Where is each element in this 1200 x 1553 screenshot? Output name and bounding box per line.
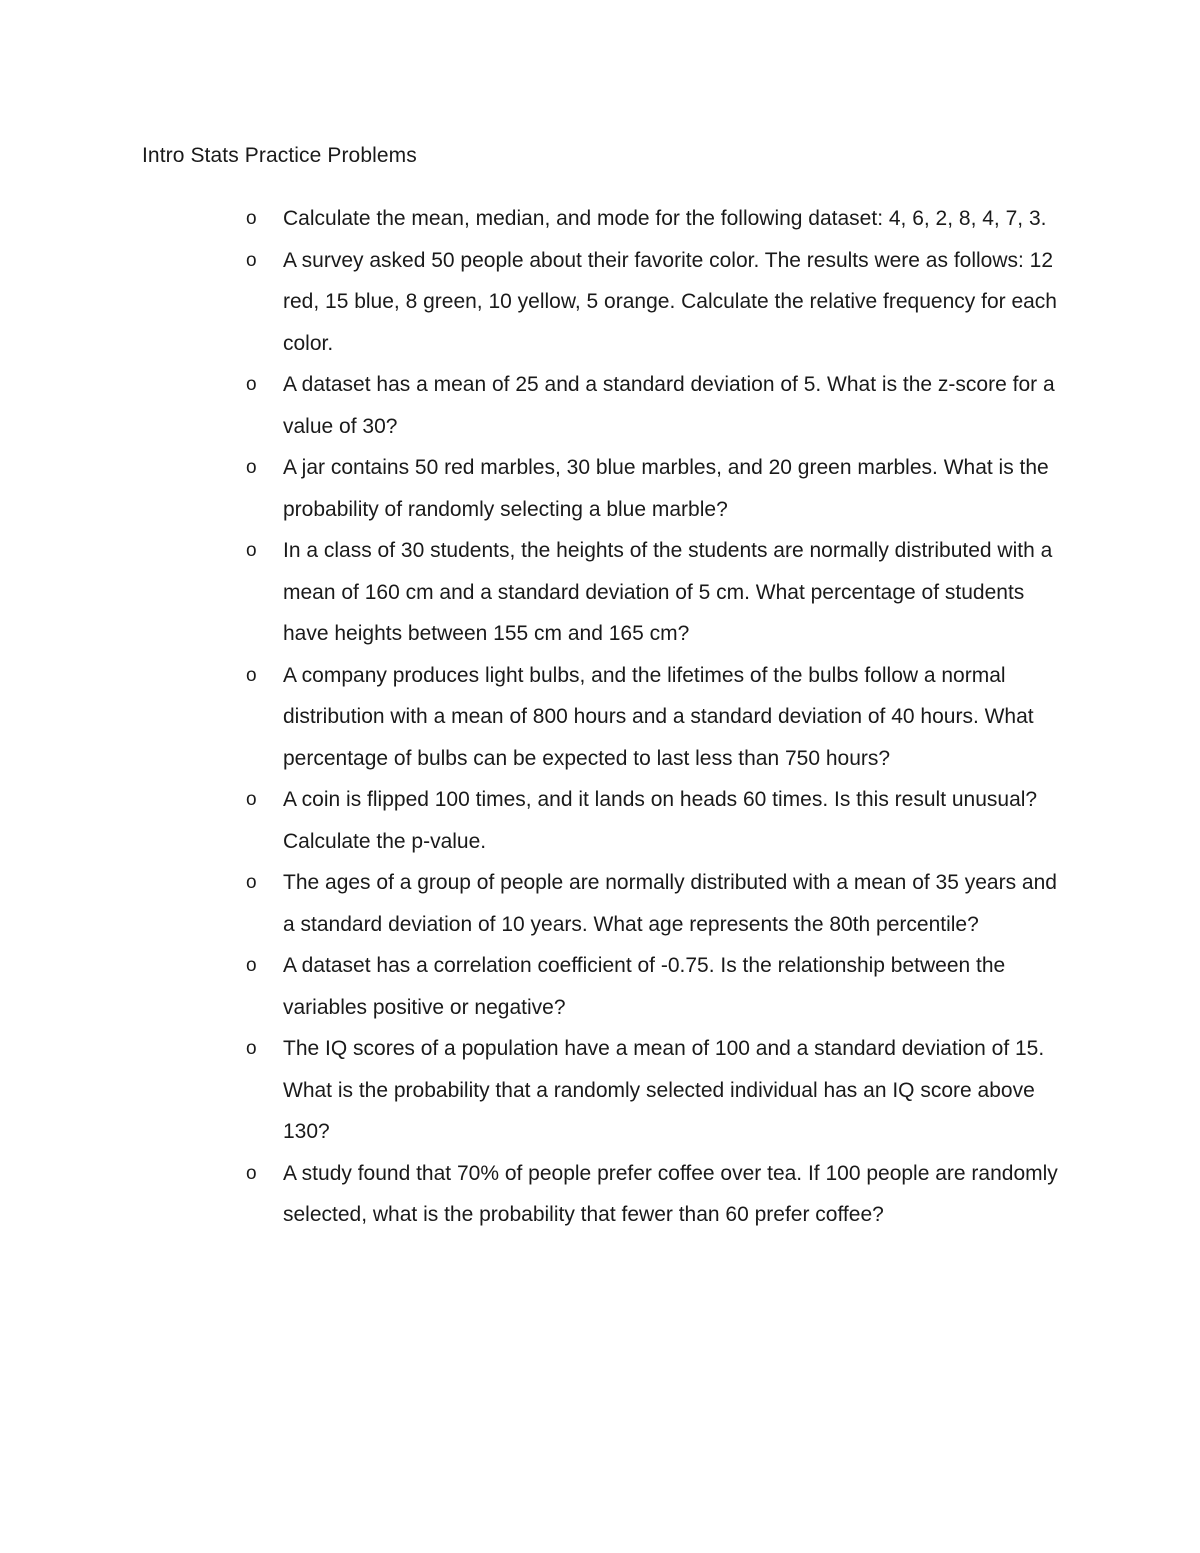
bullet-icon: o bbox=[246, 249, 257, 271]
problem-text: A survey asked 50 people about their favorite color. The results were as follows: 12 red, 15 blue, 8 green, 10 yellow, 5 orange. Calculate the relative frequency for each color. bbox=[283, 248, 1057, 355]
list-item bbox=[246, 240, 1066, 365]
list-item bbox=[246, 364, 1066, 447]
list-item bbox=[246, 945, 1066, 1028]
problem-text: A jar contains 50 red marbles, 30 blue marbles, and 20 green marbles. What is the probability of randomly selecting a blue marble? bbox=[283, 456, 1049, 521]
bullet-icon: o bbox=[246, 208, 257, 229]
list-item bbox=[246, 1028, 1066, 1153]
bullet-icon: o bbox=[246, 955, 257, 976]
list-item bbox=[246, 655, 1066, 780]
problem-text: A coin is flipped 100 times, and it lands on heads 60 times. Is this result unusual? Calculate the p-value. bbox=[283, 788, 1038, 853]
problem-text: In a class of 30 students, the heights of the students are normally distributed with a mean of 160 cm and a standard deviation of 5 cm. What percentage of students have heights between 155 cm and 165 cm? bbox=[283, 539, 1053, 645]
bullet-icon: o bbox=[246, 664, 257, 686]
document-title: Intro Stats Practice Problems bbox=[142, 144, 417, 167]
problem-text: The ages of a group of people are normally distributed with a mean of 35 years and a standard deviation of 10 years. What age represents the 80th percentile? bbox=[283, 871, 1057, 936]
problem-list bbox=[246, 198, 1066, 1236]
list-item bbox=[246, 1153, 1066, 1236]
problem-text: Calculate the mean, median, and mode for the following dataset: 4, 6, 2, 8, 4, 7, 3. bbox=[283, 207, 1047, 230]
problem-text: A dataset has a correlation coefficient of -0.75. Is the relationship between the variables positive or negative? bbox=[283, 954, 1006, 1019]
problem-text: The IQ scores of a population have a mean of 100 and a standard deviation of 15. What is the probability that a randomly selected individual has an IQ score above 130? bbox=[283, 1037, 1045, 1143]
bullet-icon: o bbox=[246, 1162, 257, 1184]
bullet-icon: o bbox=[246, 540, 257, 561]
bullet-icon: o bbox=[246, 872, 257, 893]
list-item bbox=[246, 198, 1066, 240]
list-item bbox=[246, 862, 1066, 945]
list-item bbox=[246, 530, 1066, 655]
problem-text: A study found that 70% of people prefer coffee over tea. If 100 people are randomly selected, what is the probability that fewer than 60 prefer coffee? bbox=[283, 1161, 1058, 1226]
bullet-icon: o bbox=[246, 374, 257, 395]
bullet-icon: o bbox=[246, 1038, 257, 1059]
bullet-icon: o bbox=[246, 457, 257, 478]
list-item bbox=[246, 779, 1066, 862]
problem-text: A company produces light bulbs, and the lifetimes of the bulbs follow a normal distribution with a mean of 800 hours and a standard deviation of 40 hours. What percentage of bulbs can be expected to last less than 750 hours? bbox=[283, 663, 1034, 770]
bullet-icon: o bbox=[246, 789, 257, 810]
problem-text: A dataset has a mean of 25 and a standard deviation of 5. What is the z-score for a value of 30? bbox=[283, 373, 1055, 438]
list-item bbox=[246, 447, 1066, 530]
